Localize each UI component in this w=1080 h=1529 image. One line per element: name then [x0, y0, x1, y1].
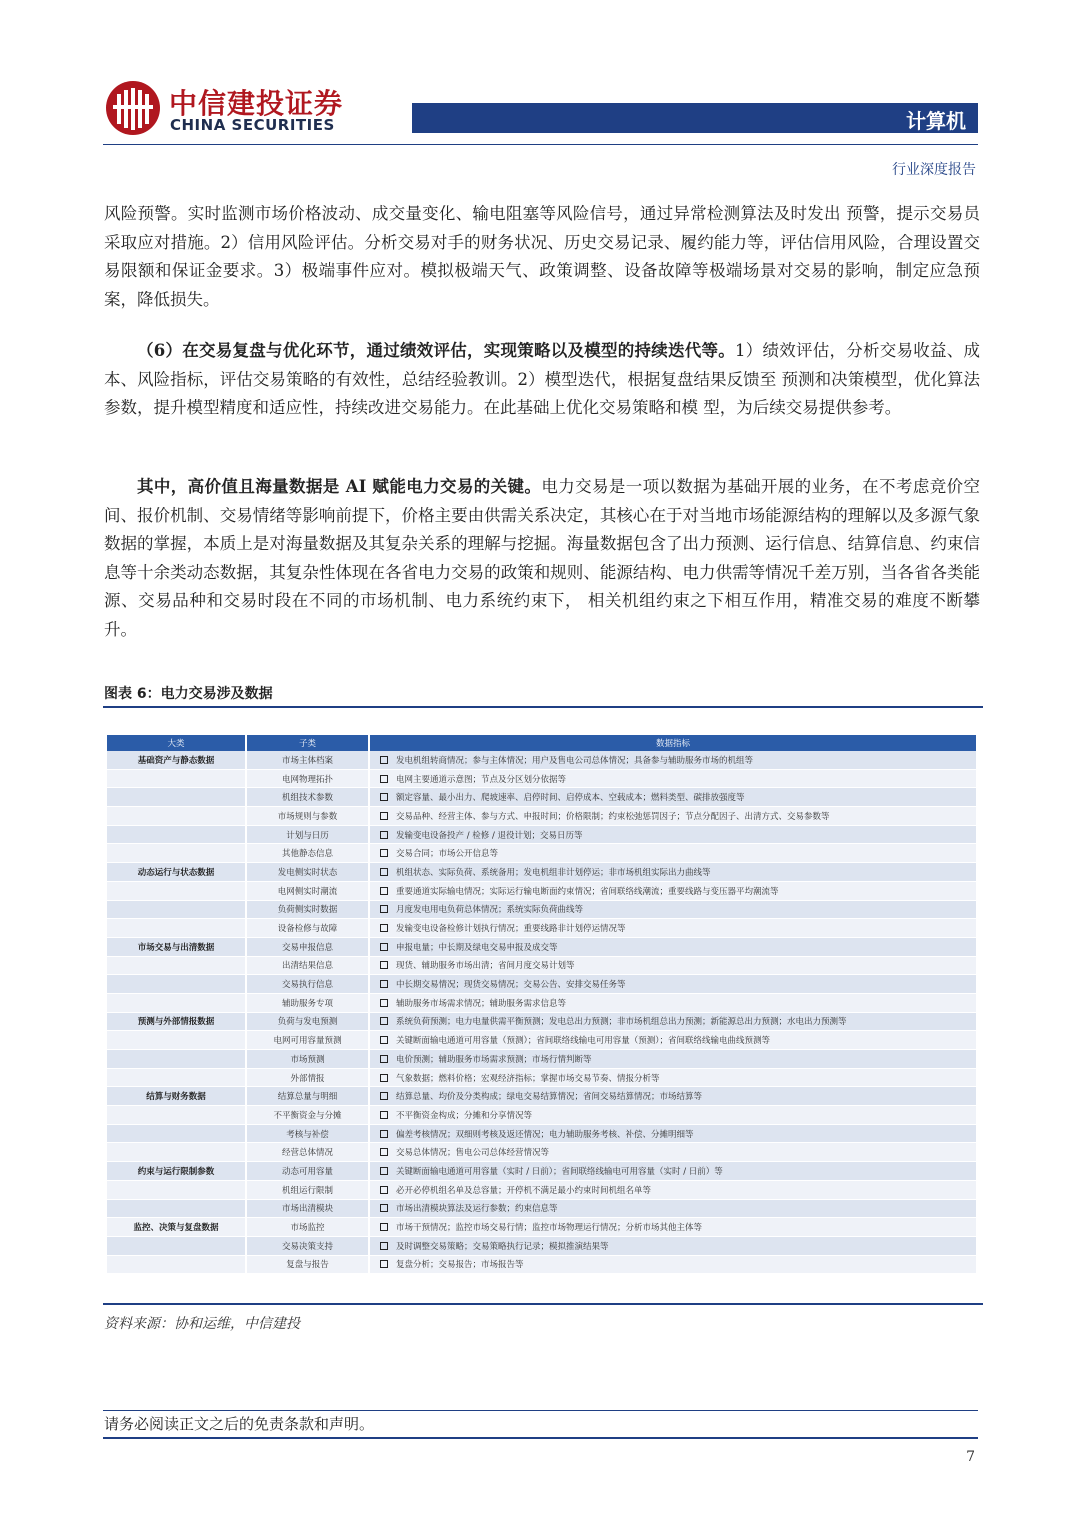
checkbox-bullet-icon [380, 812, 388, 820]
cell-indicators [369, 956, 977, 975]
cell-category [107, 1236, 246, 1255]
cell-category: 监控、决策与复盘数据 [107, 1218, 246, 1237]
cell-category [107, 881, 246, 900]
data-table [107, 735, 977, 1274]
cell-indicators [369, 937, 977, 956]
table-row [107, 1236, 977, 1255]
table-row [107, 1199, 977, 1218]
indicator-text: 月度发电用电负荷总体情况；系统实际负荷曲线等 [396, 905, 584, 916]
table-row [107, 937, 977, 956]
indicator-text: 系统负荷预测；电力电量供需平衡预测；发电总出力预测；非市场机组总出力预测；新能源总出力预测；水电出力预测等 [396, 1017, 847, 1028]
checkbox-bullet-icon [380, 1017, 388, 1025]
logo-text-cn: 中信建投证券 [169, 87, 344, 120]
table-row [107, 993, 977, 1012]
cell-indicators [369, 1012, 977, 1031]
cell-category: 约束与运行限制参数 [107, 1162, 246, 1181]
cell-indicators [369, 825, 977, 844]
checkbox-bullet-icon [380, 905, 388, 913]
figure-source: 资料来源：协和运维，中信建投 [104, 1316, 300, 1332]
cell-category [107, 900, 246, 919]
cell-subcategory: 市场监控 [246, 1218, 369, 1237]
cell-indicators [369, 1106, 977, 1125]
table-row [107, 825, 977, 844]
cell-subcategory: 交易执行信息 [246, 975, 369, 994]
table-row [107, 863, 977, 882]
paragraph-data-key [104, 473, 980, 644]
indicator-text: 机组状态、实际负荷、系统备用；发电机组非计划停运；非市场机组实际出力曲线等 [396, 867, 711, 878]
company-logo [105, 80, 345, 140]
checkbox-bullet-icon [380, 943, 388, 951]
indicator-text: 辅助服务市场需求情况；辅助服务需求信息等 [396, 998, 567, 1009]
cell-indicators [369, 1255, 977, 1274]
table-row [107, 769, 977, 788]
table-row [107, 807, 977, 826]
cell-category [107, 1031, 246, 1050]
checkbox-bullet-icon [380, 793, 388, 801]
cell-category [107, 844, 246, 863]
cell-indicators [369, 993, 977, 1012]
checkbox-bullet-icon [380, 1092, 388, 1100]
cell-subcategory: 交易决策支持 [246, 1236, 369, 1255]
checkbox-bullet-icon [380, 1186, 388, 1194]
column-header-indicators: 数据指标 [369, 735, 977, 751]
cell-subcategory: 辅助服务专项 [246, 993, 369, 1012]
table-row [107, 881, 977, 900]
indicator-text: 气象数据；燃料价格；宏观经济指标；掌握市场交易节奏、情报分析等 [396, 1073, 660, 1084]
cell-subcategory: 机组技术参数 [246, 788, 369, 807]
report-type: 行业深度报告 [892, 162, 976, 178]
figure-bottom-rule [103, 1303, 983, 1305]
checkbox-bullet-icon [380, 999, 388, 1007]
table-row [107, 1180, 977, 1199]
cell-category [107, 993, 246, 1012]
table-row [107, 1012, 977, 1031]
cell-category [107, 919, 246, 938]
checkbox-bullet-icon [380, 924, 388, 932]
cell-category [107, 1199, 246, 1218]
checkbox-bullet-icon [380, 1242, 388, 1250]
checkbox-bullet-icon [380, 1204, 388, 1212]
cell-indicators [369, 1143, 977, 1162]
indicator-text: 必开必停机组名单及总容量；开停机不满足最小约束时间机组名单等 [396, 1185, 652, 1196]
sector-title: 计算机 [906, 109, 966, 133]
cell-subcategory: 负荷侧实时数据 [246, 900, 369, 919]
cell-indicators [369, 751, 977, 769]
cell-indicators [369, 900, 977, 919]
cell-indicators [369, 1199, 977, 1218]
electricity-data-table [107, 735, 978, 1274]
table-row [107, 1050, 977, 1069]
cell-category: 预测与外部情报数据 [107, 1012, 246, 1031]
indicator-text: 交易品种、经营主体、参与方式、申报时间；价格限制；约束松弛惩罚因子；节点分配因子、出清方式、交易参数等 [396, 811, 830, 822]
footer-divider-top [103, 1410, 978, 1411]
checkbox-bullet-icon [380, 849, 388, 857]
cell-subcategory: 电网物理拓扑 [246, 769, 369, 788]
cell-subcategory: 市场规则与参数 [246, 807, 369, 826]
cell-indicators [369, 844, 977, 863]
table-row [107, 844, 977, 863]
indicator-text: 结算总量、均价及分类构成；绿电交易结算情况；省间交易结算情况；市场结算等 [396, 1092, 703, 1103]
cell-subcategory: 复盘与报告 [246, 1255, 369, 1274]
paragraph-review-body: 1）绩效评估，分析交易收益、成本、风险指标，评估交易策略的有效性，总结经验教训。2）模型迭代，根据复盘结果反馈至 预测和决策模型，优化算法参数，提升模型精度和适应性，持续改进交易能力。在此基础上优化交易策略和模 型，为后续交易提供参考。 [104, 341, 981, 417]
table-header-row [107, 735, 977, 751]
cell-subcategory: 考核与补偿 [246, 1124, 369, 1143]
figure-title: 图表 6：电力交易涉及数据 [104, 686, 273, 702]
paragraph-data-body: 电力交易是一项以数据为基础开展的业务，在不考虑竞价空间、报价机制、交易情绪等影响前提下，价格主要由供需关系决定，其核心在于对当地市场能源结构的理解以及多源气象数据的掌握，本质上是对海量数据及其复杂关系的理解与挖掘。海量数据包含了出力预测、运行信息、结算信息、约束信息等十余类动态数据，其复杂性体现在各省电力交易的政策和规则、能源结构、电力供需等情况千差万别，当各省各类能源、交易品种和交易时段在不同的市场机制、电力系统约束下， 相关机组约束之下相互作用，精准交易的难度不断攀升。 [104, 477, 980, 639]
indicator-text: 现货、辅助服务市场出清；省间月度交易计划等 [396, 961, 575, 972]
cell-indicators [369, 1031, 977, 1050]
table-row [107, 788, 977, 807]
cell-subcategory: 市场出清模块 [246, 1199, 369, 1218]
indicator-text: 市场干预情况；监控市场交易行情；监控市场物理运行情况；分析市场其他主体等 [396, 1223, 703, 1234]
cell-category [107, 956, 246, 975]
cell-subcategory: 电网可用容量预测 [246, 1031, 369, 1050]
cell-category [107, 769, 246, 788]
checkbox-bullet-icon [380, 980, 388, 988]
table-row [107, 1162, 977, 1181]
indicator-text: 申报电量；中长期及绿电交易申报及成交等 [396, 942, 558, 953]
checkbox-bullet-icon [380, 1111, 388, 1119]
cell-indicators [369, 1180, 977, 1199]
cell-indicators [369, 1236, 977, 1255]
cell-indicators [369, 1068, 977, 1087]
checkbox-bullet-icon [380, 775, 388, 783]
cell-indicators [369, 1162, 977, 1181]
indicator-text: 中长期交易情况；现货交易情况；交易公告、安排交易任务等 [396, 980, 626, 991]
table-row [107, 919, 977, 938]
indicator-text: 市场出清模块算法及运行参数；约束信息等 [396, 1204, 558, 1215]
column-header-category: 大类 [107, 735, 246, 751]
cell-indicators [369, 769, 977, 788]
cell-subcategory: 计划与日历 [246, 825, 369, 844]
table-row [107, 751, 977, 769]
cell-subcategory: 设备检修与故障 [246, 919, 369, 938]
table-row [107, 1031, 977, 1050]
cell-category [107, 1255, 246, 1274]
cell-indicators [369, 1124, 977, 1143]
cell-subcategory: 其他静态信息 [246, 844, 369, 863]
indicator-text: 重要通道实际输电情况；实际运行输电断面约束情况；省间联络线潮流；重要线路与变压器平均潮流等 [396, 886, 779, 897]
checkbox-bullet-icon [380, 1223, 388, 1231]
cell-subcategory: 经营总体情况 [246, 1143, 369, 1162]
cell-category [107, 1180, 246, 1199]
cell-category [107, 1050, 246, 1069]
checkbox-bullet-icon [380, 1055, 388, 1063]
header-divider [103, 144, 978, 145]
logo-emblem-icon [105, 80, 161, 136]
cell-category [107, 1124, 246, 1143]
indicator-text: 发输变电设备检修计划执行情况；重要线路非计划停运情况等 [396, 924, 626, 935]
checkbox-bullet-icon [380, 868, 388, 876]
table-row [107, 1143, 977, 1162]
cell-subcategory: 出清结果信息 [246, 956, 369, 975]
checkbox-bullet-icon [380, 1036, 388, 1044]
indicator-text: 发输变电设备投产 / 检修 / 退役计划；交易日历等 [396, 830, 583, 841]
table-row [107, 900, 977, 919]
indicator-text: 额定容量、最小出力、爬坡速率、启停时间、启停成本、空载成本；燃料类型、碳排放强度等 [396, 793, 745, 804]
cell-indicators [369, 807, 977, 826]
checkbox-bullet-icon [380, 1074, 388, 1082]
cell-subcategory: 电网侧实时潮流 [246, 881, 369, 900]
column-header-subcategory: 子类 [246, 735, 369, 751]
cell-indicators [369, 788, 977, 807]
cell-indicators [369, 975, 977, 994]
cell-indicators [369, 1050, 977, 1069]
footer-divider-bottom [103, 1437, 978, 1439]
cell-category [107, 1143, 246, 1162]
indicator-text: 复盘分析；交易报告；市场报告等 [396, 1260, 524, 1271]
cell-subcategory: 市场预测 [246, 1050, 369, 1069]
table-row [107, 1068, 977, 1087]
cell-indicators [369, 919, 977, 938]
table-row [107, 956, 977, 975]
checkbox-bullet-icon [380, 831, 388, 839]
table-row [107, 1218, 977, 1237]
cell-subcategory: 发电侧实时状态 [246, 863, 369, 882]
cell-category [107, 807, 246, 826]
cell-indicators [369, 863, 977, 882]
table-row [107, 1106, 977, 1125]
checkbox-bullet-icon [380, 1130, 388, 1138]
cell-subcategory: 负荷与发电预测 [246, 1012, 369, 1031]
cell-indicators [369, 881, 977, 900]
checkbox-bullet-icon [380, 1148, 388, 1156]
indicator-text: 不平衡资金构成；分摊和分享情况等 [396, 1110, 533, 1121]
indicator-text: 关键断面输电通道可用容量（实时 / 日前）；省间联络线输电可用容量（实时 / 日前）等 [396, 1166, 723, 1177]
checkbox-bullet-icon [380, 887, 388, 895]
table-row [107, 1255, 977, 1274]
cell-subcategory: 结算总量与明细 [246, 1087, 369, 1106]
table-row [107, 975, 977, 994]
page-number: 7 [966, 1449, 975, 1465]
cell-category: 市场交易与出清数据 [107, 937, 246, 956]
checkbox-bullet-icon [380, 756, 388, 764]
cell-subcategory: 动态可用容量 [246, 1162, 369, 1181]
cell-category: 结算与财务数据 [107, 1087, 246, 1106]
indicator-text: 电网主要通道示意图；节点及分区划分依据等 [396, 774, 567, 785]
paragraph-review-optimize [104, 337, 980, 423]
sector-banner [412, 103, 978, 133]
cell-subcategory: 交易申报信息 [246, 937, 369, 956]
cell-category: 动态运行与状态数据 [107, 863, 246, 882]
indicator-text: 发电机组转商情况；参与主体情况；用户及售电公司总体情况；具备参与辅助服务市场的机组等 [396, 755, 754, 766]
cell-subcategory: 不平衡资金与分摊 [246, 1106, 369, 1125]
checkbox-bullet-icon [380, 1260, 388, 1268]
paragraph-data-lead: 其中，高价值且海量数据是 AI 赋能电力交易的关键。 [137, 477, 542, 496]
cell-subcategory: 市场主体档案 [246, 751, 369, 769]
indicator-text: 及时调整交易策略；交易策略执行记录；模拟推演结果等 [396, 1241, 609, 1252]
figure-top-rule [103, 706, 983, 708]
table-row [107, 1124, 977, 1143]
cell-category [107, 975, 246, 994]
indicator-text: 电价预测；辅助服务市场需求预测；市场行情判断等 [396, 1054, 592, 1065]
paragraph-review-lead: （6）在交易复盘与优化环节，通过绩效评估，实现策略以及模型的持续迭代等。 [137, 341, 735, 360]
cell-category: 基础资产与静态数据 [107, 751, 246, 769]
table-row [107, 1087, 977, 1106]
cell-category [107, 1068, 246, 1087]
cell-indicators [369, 1218, 977, 1237]
disclaimer-text: 请务必阅读正文之后的免责条款和声明。 [104, 1415, 375, 1433]
indicator-text: 偏差考核情况；双细则考核及返还情况；电力辅助服务考核、补偿、分摊明细等 [396, 1129, 694, 1140]
checkbox-bullet-icon [380, 961, 388, 969]
indicator-text: 关键断面输电通道可用容量（预测）；省间联络线输电可用容量（预测）；省间联络线输电曲线预测等 [396, 1036, 771, 1047]
logo-text-en: CHINA SECURITIES [170, 116, 335, 134]
cell-category [107, 788, 246, 807]
paragraph-risk-warning: 风险预警。实时监测市场价格波动、成交量变化、输电阻塞等风险信号，通过异常检测算法及时发出 预警，提示交易员采取应对措施。2）信用风险评估。分析交易对手的财务状况、历史交易记录、履约能力等，评估信用风险，合理设置交易限额和保证金要求。3）极端事件应对。模拟极端天气、政策调整、设备故障等极端场景对交易的影响，制定应急预案，降低损失。 [104, 204, 980, 309]
cell-subcategory: 外部情报 [246, 1068, 369, 1087]
indicator-text: 交易总体情况；售电公司总体经营情况等 [396, 1148, 550, 1159]
cell-indicators [369, 1087, 977, 1106]
cell-subcategory: 机组运行限制 [246, 1180, 369, 1199]
cell-category [107, 825, 246, 844]
indicator-text: 交易合同；市场公开信息等 [396, 849, 499, 860]
checkbox-bullet-icon [380, 1167, 388, 1175]
cell-category [107, 1106, 246, 1125]
